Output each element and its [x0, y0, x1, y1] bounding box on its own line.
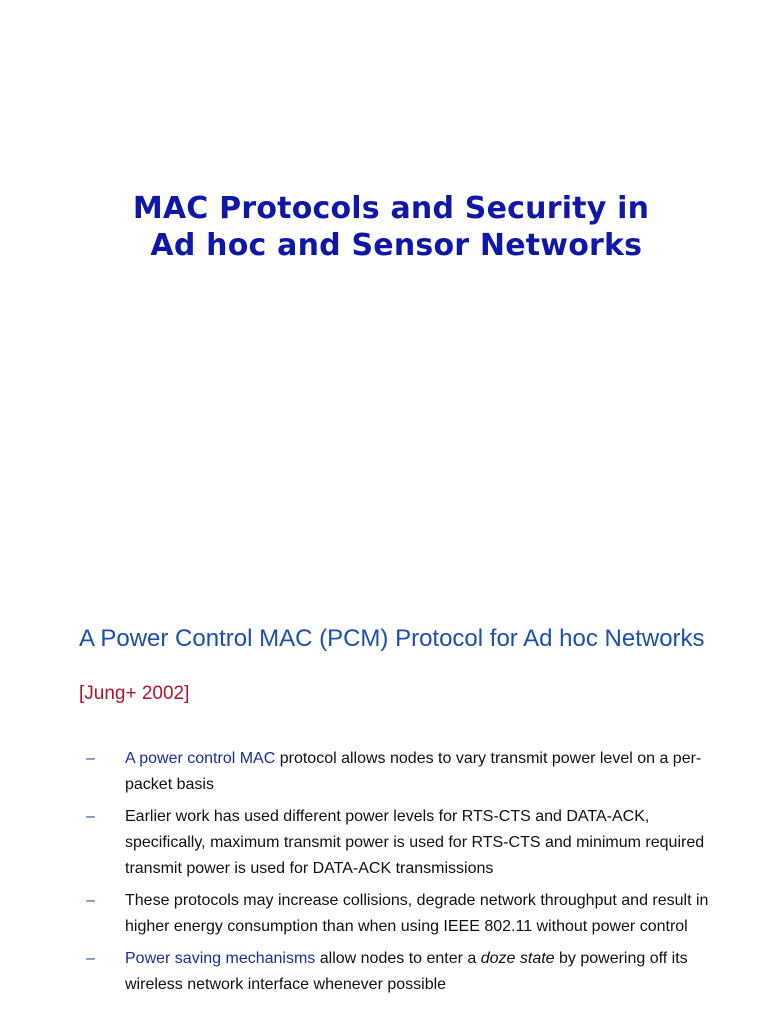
bullet-text: Earlier work has used different power levels for RTS-CTS and DATA-ACK, specifically, maximum transmit power is used for RTS-CTS and minimum required transmit power is used for DATA-ACK transmissions: [125, 808, 705, 877]
slide-title: MAC Protocols and Security in Ad hoc and Sensor Networks: [132, 191, 650, 263]
bullet-item: [0, 746, 725, 798]
bullet-text: These protocols may increase collisions, degrade network throughput and result in higher energy consumption than when using IEEE 802.11 without power control: [125, 892, 709, 935]
bullet-marker: –: [86, 750, 95, 767]
bullet-item: [0, 946, 725, 998]
bullet-marker: –: [86, 950, 95, 967]
bullet-text: by powering off its wireless network interface whenever possible: [125, 950, 688, 993]
section-title: A Power Control MAC (PCM) Protocol for Ad hoc Networks: [79, 625, 705, 652]
bullet-marker: –: [86, 892, 95, 909]
bullet-item: [0, 888, 725, 940]
bullet-item: [0, 804, 725, 882]
bullet-highlight: A power control MAC: [125, 750, 276, 767]
bullet-text: protocol allows nodes to vary transmit power level on a per-packet basis: [125, 750, 702, 793]
citation: [Jung+ 2002]: [79, 683, 190, 704]
bullet-marker: –: [86, 808, 95, 825]
bullet-highlight: Power saving mechanisms: [125, 950, 316, 967]
bullet-list: [0, 746, 768, 1004]
bullet-text: allow nodes to enter a: [315, 950, 481, 967]
bullet-emphasis: doze state: [480, 950, 555, 967]
